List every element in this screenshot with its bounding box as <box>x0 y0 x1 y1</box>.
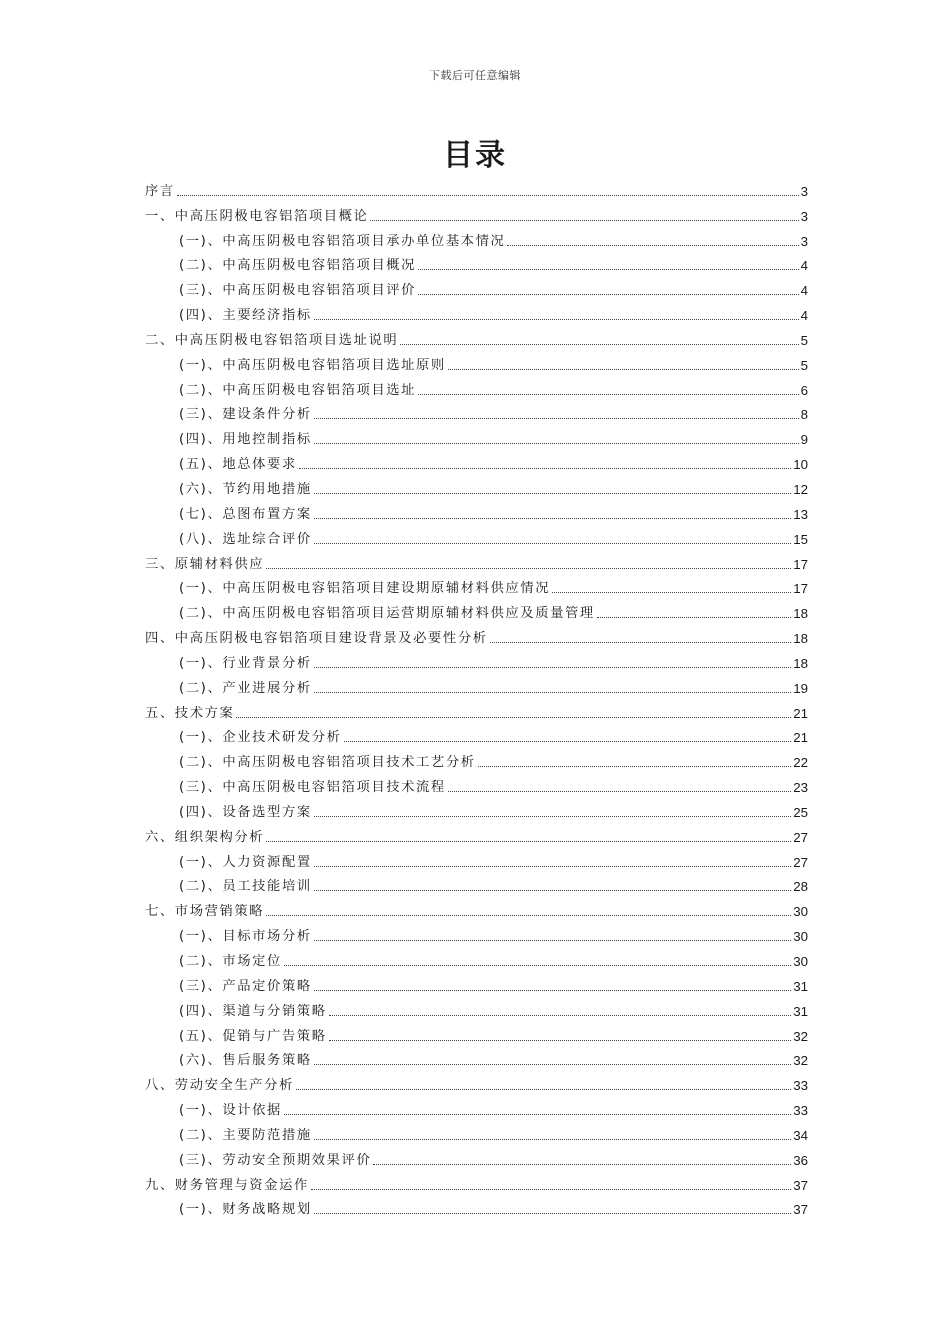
toc-dot-leader <box>314 319 799 320</box>
toc-entry-title: (二)、产业进展分析 <box>179 680 312 696</box>
toc-entry-page: 32 <box>793 1028 808 1044</box>
toc-dot-leader <box>370 220 798 221</box>
toc-entry-page: 4 <box>800 283 808 299</box>
toc-entry-page: 33 <box>793 1078 808 1094</box>
toc-entry-page: 5 <box>800 332 808 348</box>
toc-entry[interactable] <box>145 1194 808 1219</box>
toc-entry-title: (四)、用地控制指标 <box>179 432 312 448</box>
toc-entry-page: 37 <box>793 1177 808 1193</box>
toc-entry[interactable] <box>145 573 808 598</box>
toc-entry-page: 10 <box>793 457 808 473</box>
toc-entry-page: 33 <box>793 1103 808 1119</box>
page-title: 目录 <box>443 138 507 173</box>
toc-entry-title: (四)、设备选型方案 <box>179 804 312 820</box>
toc-entry[interactable] <box>145 175 808 200</box>
toc-entry[interactable] <box>145 324 808 349</box>
toc-entry-title: 五、技术方案 <box>145 705 235 721</box>
toc-entry[interactable] <box>145 871 808 896</box>
toc-entry-page: 34 <box>793 1127 808 1143</box>
toc-entry-page: 17 <box>793 581 808 597</box>
toc-entry[interactable] <box>145 374 808 399</box>
toc-dot-leader <box>448 791 791 792</box>
toc-dot-leader <box>314 890 791 891</box>
toc-entry-title: 八、劳动安全生产分析 <box>145 1078 294 1094</box>
toc-entry-title: (三)、中高压阴极电容铝箔项目评价 <box>179 283 417 299</box>
toc-dot-leader <box>299 468 791 469</box>
toc-entry[interactable] <box>145 274 808 299</box>
toc-entry-page: 30 <box>793 904 808 920</box>
toc-entry-page: 21 <box>793 705 808 721</box>
toc-entry-title: (一)、中高压阴极电容铝箔项目承办单位基本情况 <box>179 233 506 249</box>
toc-entry-title: (八)、选址综合评价 <box>179 531 312 547</box>
toc-dot-leader <box>284 1114 791 1115</box>
toc-entry-title: (一)、设计依据 <box>179 1103 282 1119</box>
toc-entry[interactable] <box>145 920 808 945</box>
toc-dot-leader <box>448 369 799 370</box>
toc-dot-leader <box>314 667 791 668</box>
toc-entry[interactable] <box>145 1094 808 1119</box>
toc-entry-title: (二)、中高压阴极电容铝箔项目技术工艺分析 <box>179 755 476 771</box>
toc-dot-leader <box>329 1015 792 1016</box>
toc-entry[interactable] <box>145 970 808 995</box>
toc-entry[interactable] <box>145 622 808 647</box>
toc-entry-page: 30 <box>793 954 808 969</box>
toc-entry[interactable] <box>145 250 808 275</box>
toc-entry-page: 12 <box>793 481 808 497</box>
toc-entry[interactable] <box>145 1069 808 1094</box>
toc-entry-title: (六)、售后服务策略 <box>179 1053 312 1069</box>
toc-entry[interactable] <box>145 796 808 821</box>
toc-entry-title: (二)、中高压阴极电容铝箔项目概况 <box>179 258 417 274</box>
toc-entry-title: (一)、人力资源配置 <box>179 854 312 870</box>
toc-dot-leader <box>400 344 798 345</box>
toc-dot-leader <box>314 1139 791 1140</box>
toc-entry-page: 3 <box>800 183 808 199</box>
toc-entry[interactable] <box>145 821 808 846</box>
toc-entry-page: 32 <box>793 1053 808 1069</box>
toc-entry-page: 4 <box>800 258 808 274</box>
toc-entry-page: 4 <box>800 308 808 324</box>
toc-entry-title: (二)、中高压阴极电容铝箔项目运营期原辅材料供应及质量管理 <box>179 606 595 622</box>
toc-entry-title: (一)、财务战略规划 <box>179 1202 312 1218</box>
toc-dot-leader <box>490 642 792 643</box>
toc-entry[interactable] <box>145 349 808 374</box>
toc-entry[interactable] <box>145 771 808 796</box>
toc-entry-title: (一)、中高压阴极电容铝箔项目选址原则 <box>179 357 446 373</box>
toc-entry-title: (六)、节约用地措施 <box>179 481 312 497</box>
toc-entry-title: (四)、渠道与分销策略 <box>179 1003 327 1019</box>
toc-entry-title: 三、原辅材料供应 <box>145 556 265 572</box>
toc-entry-page: 18 <box>793 606 808 622</box>
toc-entry-page: 28 <box>793 879 808 895</box>
toc-entry-title: 四、中高压阴极电容铝箔项目建设背景及必要性分析 <box>145 631 488 647</box>
toc-dot-leader <box>314 1064 791 1065</box>
toc-entry-page: 6 <box>800 382 808 398</box>
toc-entry[interactable] <box>145 523 808 548</box>
toc-entry-title: (七)、总图布置方案 <box>179 506 312 522</box>
toc-entry-title: 七、市场营销策略 <box>145 904 265 920</box>
toc-entry[interactable] <box>145 697 808 722</box>
toc-entry[interactable] <box>145 846 808 871</box>
toc-entry-title: (四)、主要经济指标 <box>179 308 312 324</box>
toc-entry-page: 23 <box>793 780 808 796</box>
toc-dot-leader <box>314 816 791 817</box>
toc-dot-leader <box>418 269 799 270</box>
toc-dot-leader <box>314 1213 791 1214</box>
toc-entry[interactable] <box>145 200 808 225</box>
toc-entry-title: (三)、产品定价策略 <box>179 978 312 994</box>
toc-dot-leader <box>314 493 791 494</box>
toc-dot-leader <box>266 915 791 916</box>
toc-dot-leader <box>329 1040 792 1041</box>
toc-dot-leader <box>314 940 791 941</box>
toc-entry-page: 31 <box>793 978 808 994</box>
toc-dot-leader <box>314 866 791 867</box>
toc-dot-leader <box>314 543 791 544</box>
toc-entry-page: 30 <box>793 929 808 945</box>
toc-entry-page: 5 <box>800 357 808 373</box>
toc-entry-page: 25 <box>793 804 808 820</box>
toc-dot-leader <box>266 841 791 842</box>
toc-entry[interactable] <box>145 399 808 424</box>
toc-entry[interactable] <box>145 1169 808 1194</box>
toc-entry-page: 3 <box>800 208 808 224</box>
toc-entry[interactable] <box>145 945 808 970</box>
toc-entry-page: 31 <box>793 1003 808 1019</box>
toc-entry-page: 18 <box>793 631 808 647</box>
toc-entry[interactable] <box>145 1144 808 1169</box>
toc-entry-page: 15 <box>793 531 808 547</box>
toc-entry-title: (三)、中高压阴极电容铝箔项目技术流程 <box>179 780 446 796</box>
toc-dot-leader <box>314 990 791 991</box>
toc-entry[interactable] <box>145 448 808 473</box>
toc-dot-leader <box>478 766 792 767</box>
toc-entry-title: (五)、地总体要求 <box>179 457 297 473</box>
toc-entry-title: (二)、主要防范措施 <box>179 1127 312 1143</box>
toc-entry[interactable] <box>145 597 808 622</box>
toc-dot-leader <box>418 294 799 295</box>
toc-dot-leader <box>311 1189 791 1190</box>
toc-entry-page: 3 <box>800 233 808 249</box>
toc-entry[interactable] <box>145 225 808 250</box>
toc-entry-title: 九、财务管理与资金运作 <box>145 1177 309 1193</box>
toc-entry-page: 27 <box>793 854 808 870</box>
toc-dot-leader <box>314 518 791 519</box>
toc-dot-leader <box>597 617 791 618</box>
toc-entry[interactable] <box>145 423 808 448</box>
toc-entry[interactable] <box>145 672 808 697</box>
toc-entry-title: (一)、中高压阴极电容铝箔项目建设期原辅材料供应情况 <box>179 581 551 597</box>
table-of-contents <box>145 175 808 1218</box>
toc-entry[interactable] <box>145 647 808 672</box>
toc-entry-page: 19 <box>793 680 808 696</box>
toc-dot-leader <box>418 394 799 395</box>
toc-entry-page: 21 <box>793 730 808 746</box>
toc-entry[interactable] <box>145 995 808 1020</box>
page-header-note: 下载后可任意编辑 <box>429 69 521 82</box>
toc-entry[interactable] <box>145 473 808 498</box>
toc-entry-page: 27 <box>793 829 808 845</box>
toc-entry-title: (一)、企业技术研发分析 <box>179 730 342 746</box>
toc-entry-title: (二)、中高压阴极电容铝箔项目选址 <box>179 382 417 398</box>
toc-entry[interactable] <box>145 299 808 324</box>
toc-entry[interactable] <box>145 746 808 771</box>
toc-entry[interactable] <box>145 548 808 573</box>
toc-entry-title: 一、中高压阴极电容铝箔项目概论 <box>145 208 369 224</box>
toc-entry-title: 序言 <box>145 183 175 199</box>
toc-entry-page: 8 <box>800 407 808 423</box>
toc-entry-title: 六、组织架构分析 <box>145 829 265 845</box>
toc-entry-page: 18 <box>793 655 808 671</box>
toc-entry-title: (五)、促销与广告策略 <box>179 1028 327 1044</box>
toc-dot-leader <box>314 692 791 693</box>
toc-dot-leader <box>552 592 791 593</box>
toc-entry-page: 17 <box>793 556 808 572</box>
toc-entry[interactable] <box>145 1119 808 1144</box>
toc-entry-title: (一)、目标市场分析 <box>179 929 312 945</box>
toc-entry-page: 37 <box>793 1202 808 1218</box>
toc-dot-leader <box>344 741 792 742</box>
toc-dot-leader <box>177 195 799 196</box>
toc-dot-leader <box>236 717 791 718</box>
toc-entry-page: 36 <box>793 1152 808 1168</box>
toc-entry[interactable] <box>145 895 808 920</box>
toc-entry-title: (三)、劳动安全预期效果评价 <box>179 1152 372 1168</box>
toc-entry-page: 9 <box>800 432 808 448</box>
toc-entry-page: 13 <box>793 506 808 522</box>
toc-dot-leader <box>373 1164 791 1165</box>
toc-entry-page: 22 <box>793 755 808 771</box>
toc-entry-title: (一)、行业背景分析 <box>179 655 312 671</box>
toc-dot-leader <box>296 1089 791 1090</box>
toc-dot-leader <box>314 418 799 419</box>
toc-entry[interactable] <box>145 722 808 747</box>
toc-dot-leader <box>266 568 791 569</box>
toc-dot-leader <box>284 965 791 966</box>
toc-entry-title: (三)、建设条件分析 <box>179 407 312 423</box>
toc-entry-title: (二)、员工技能培训 <box>179 879 312 895</box>
toc-entry[interactable] <box>145 498 808 523</box>
toc-entry[interactable] <box>145 1020 808 1045</box>
toc-entry[interactable] <box>145 1045 808 1070</box>
toc-entry-title: 二、中高压阴极电容铝箔项目选址说明 <box>145 332 399 348</box>
toc-entry-title: (二)、市场定位 <box>179 954 282 969</box>
toc-dot-leader <box>507 245 798 246</box>
toc-dot-leader <box>314 443 799 444</box>
